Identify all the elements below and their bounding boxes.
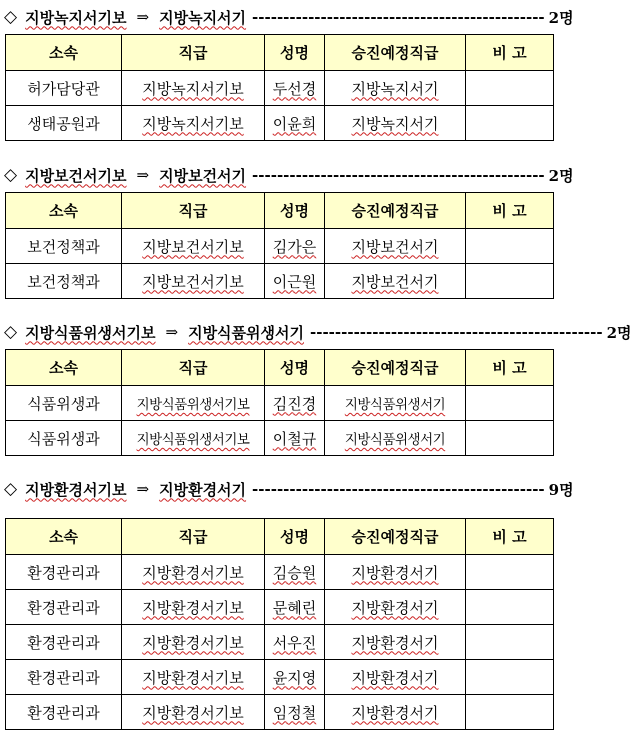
header-grade: 직급: [122, 350, 265, 386]
target-grade: 지방식품위생서기: [188, 323, 304, 342]
current-grade: 지방녹지서기보: [25, 8, 127, 27]
cell-grade: 지방환경서기보: [122, 695, 265, 730]
cell-remarks: [466, 106, 554, 141]
table-row: [6, 71, 554, 106]
cell-dept: 환경관리과: [6, 660, 122, 695]
table-row: [6, 660, 554, 695]
cell-remarks: [466, 695, 554, 730]
cell-grade: 지방환경서기보: [122, 660, 265, 695]
diamond-bullet-icon: ◇: [4, 7, 18, 27]
cell-dept: 식품위생과: [6, 386, 122, 421]
section-title: [4, 321, 632, 343]
cell-dept: 환경관리과: [6, 625, 122, 660]
cell-dept: 환경관리과: [6, 590, 122, 625]
diamond-bullet-icon: ◇: [4, 165, 18, 185]
header-dept: 소속: [6, 35, 122, 71]
arrow-icon: ⇒: [136, 8, 150, 26]
cell-name: 김가은: [265, 229, 325, 264]
table-header-row: [6, 350, 554, 386]
cell-name: 윤지영: [265, 660, 325, 695]
cell-target-grade: 지방보건서기: [325, 229, 466, 264]
header-name: 성명: [265, 350, 325, 386]
dash-leader: -----------------------------------------------: [252, 166, 545, 184]
section-title: [4, 478, 574, 500]
headcount: 2명: [606, 323, 632, 342]
promotion-table: [5, 192, 554, 299]
cell-name: 이근원: [265, 264, 325, 299]
header-target-grade: 승진예정직급: [325, 350, 466, 386]
section-title: [4, 164, 574, 186]
cell-remarks: [466, 71, 554, 106]
cell-target-grade: 지방환경서기: [325, 695, 466, 730]
table-row: [6, 106, 554, 141]
cell-remarks: [466, 625, 554, 660]
cell-remarks: [466, 386, 554, 421]
table-header-row: [6, 35, 554, 71]
cell-target-grade: 지방환경서기: [325, 625, 466, 660]
header-remarks: 비 고: [466, 35, 554, 71]
arrow-icon: ⇒: [136, 480, 150, 498]
table-header-row: [6, 193, 554, 229]
cell-grade: 지방녹지서기보: [122, 106, 265, 141]
header-target-grade: 승진예정직급: [325, 35, 466, 71]
header-remarks: 비 고: [466, 350, 554, 386]
promotion-table: [5, 518, 554, 730]
table-row: [6, 590, 554, 625]
table-header-row: [6, 519, 554, 555]
cell-grade: 지방환경서기보: [122, 555, 265, 590]
cell-grade: 지방식품위생서기보: [122, 421, 265, 456]
headcount: 2명: [548, 166, 574, 185]
table-row: [6, 229, 554, 264]
dash-leader: -----------------------------------------------: [310, 323, 603, 341]
dash-leader: -----------------------------------------------: [252, 480, 545, 498]
cell-remarks: [466, 590, 554, 625]
cell-remarks: [466, 421, 554, 456]
header-target-grade: 승진예정직급: [325, 193, 466, 229]
table-row: [6, 421, 554, 456]
cell-target-grade: 지방식품위생서기: [325, 386, 466, 421]
cell-grade: 지방식품위생서기보: [122, 386, 265, 421]
diamond-bullet-icon: ◇: [4, 322, 18, 342]
cell-dept: 생태공원과: [6, 106, 122, 141]
cell-dept: 식품위생과: [6, 421, 122, 456]
cell-name: 김진경: [265, 386, 325, 421]
cell-remarks: [466, 660, 554, 695]
cell-grade: 지방녹지서기보: [122, 71, 265, 106]
promotion-table: [5, 349, 554, 456]
table-row: [6, 386, 554, 421]
header-dept: 소속: [6, 350, 122, 386]
cell-name: 임정철: [265, 695, 325, 730]
cell-target-grade: 지방식품위생서기: [325, 421, 466, 456]
cell-name: 김승원: [265, 555, 325, 590]
target-grade: 지방보건서기: [159, 166, 247, 185]
header-grade: 직급: [122, 519, 265, 555]
current-grade: 지방식품위생서기보: [25, 323, 156, 342]
arrow-icon: ⇒: [165, 323, 179, 341]
cell-grade: 지방보건서기보: [122, 229, 265, 264]
current-grade: 지방환경서기보: [25, 480, 127, 499]
table-row: [6, 264, 554, 299]
promotion-table: [5, 34, 554, 141]
cell-name: 이철규: [265, 421, 325, 456]
cell-dept: 보건정책과: [6, 264, 122, 299]
target-grade: 지방녹지서기: [159, 8, 247, 27]
table-row: [6, 625, 554, 660]
table-row: [6, 695, 554, 730]
cell-remarks: [466, 264, 554, 299]
cell-grade: 지방환경서기보: [122, 625, 265, 660]
cell-target-grade: 지방환경서기: [325, 555, 466, 590]
cell-remarks: [466, 555, 554, 590]
cell-name: 문혜린: [265, 590, 325, 625]
arrow-icon: ⇒: [136, 166, 150, 184]
header-grade: 직급: [122, 35, 265, 71]
header-name: 성명: [265, 193, 325, 229]
cell-target-grade: 지방녹지서기: [325, 71, 466, 106]
table-row: [6, 555, 554, 590]
cell-target-grade: 지방환경서기: [325, 660, 466, 695]
header-name: 성명: [265, 35, 325, 71]
cell-dept: 허가담당관: [6, 71, 122, 106]
cell-target-grade: 지방녹지서기: [325, 106, 466, 141]
cell-dept: 보건정책과: [6, 229, 122, 264]
header-name: 성명: [265, 519, 325, 555]
cell-dept: 환경관리과: [6, 695, 122, 730]
header-grade: 직급: [122, 193, 265, 229]
cell-grade: 지방환경서기보: [122, 590, 265, 625]
header-remarks: 비 고: [466, 519, 554, 555]
header-dept: 소속: [6, 519, 122, 555]
cell-name: 두선경: [265, 71, 325, 106]
header-remarks: 비 고: [466, 193, 554, 229]
headcount: 2명: [548, 8, 574, 27]
current-grade: 지방보건서기보: [25, 166, 127, 185]
dash-leader: -----------------------------------------------: [252, 8, 545, 26]
headcount: 9명: [548, 480, 574, 499]
target-grade: 지방환경서기: [159, 480, 247, 499]
cell-target-grade: 지방보건서기: [325, 264, 466, 299]
section-title: [4, 6, 574, 28]
cell-name: 서우진: [265, 625, 325, 660]
header-dept: 소속: [6, 193, 122, 229]
cell-dept: 환경관리과: [6, 555, 122, 590]
cell-target-grade: 지방환경서기: [325, 590, 466, 625]
cell-grade: 지방보건서기보: [122, 264, 265, 299]
diamond-bullet-icon: ◇: [4, 479, 18, 499]
cell-remarks: [466, 229, 554, 264]
header-target-grade: 승진예정직급: [325, 519, 466, 555]
cell-name: 이윤희: [265, 106, 325, 141]
